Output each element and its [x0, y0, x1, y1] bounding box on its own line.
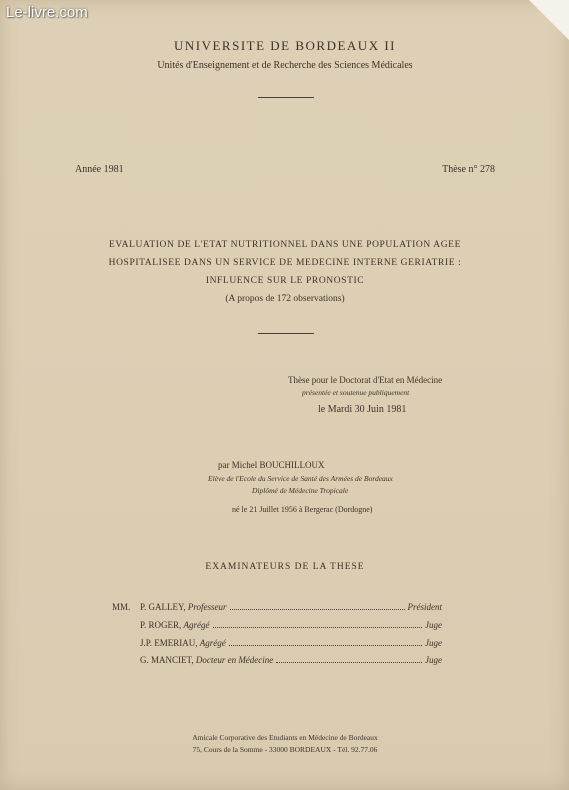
examiner-row	[112, 601, 442, 612]
torn-corner	[529, 0, 569, 40]
author-diploma: Diplômé de Médecine Tropicale	[252, 486, 349, 495]
dot-leader	[213, 619, 422, 628]
examiner-title: Agrégé	[199, 638, 226, 648]
footer-address: 75, Cours de la Somme - 33000 BORDEAUX - Tél. 92.77.06	[192, 745, 378, 754]
examiner-row	[112, 619, 442, 630]
defense-line-1: Thèse pour le Doctorat d'Etat en Médecine	[288, 375, 443, 385]
watermark-text: Le-livre.com	[6, 4, 88, 21]
examiner-role: Juge	[425, 655, 442, 665]
thesis-title-line-3: INFLUENCE SUR LE PRONOSTIC	[205, 276, 365, 286]
examiner-title: Agrégé	[183, 620, 210, 630]
footer-publisher: Amicale Corporative des Etudiants en Médecine de Bordeaux	[192, 733, 378, 742]
thesis-subtitle: (A propos de 172 observations)	[225, 294, 345, 304]
examiner-title: Professeur	[187, 602, 227, 612]
examiner-name: P. GALLEY,	[140, 602, 186, 612]
author-name: par Michel BOUCHILLOUX	[218, 460, 325, 470]
examiner-row	[112, 654, 442, 665]
defense-line-2: présentée et soutenue publiquement	[302, 388, 410, 397]
examiner-title: Docteur en Médecine	[195, 655, 274, 665]
thesis-title-line-2: HOSPITALISEE DANS UN SERVICE DE MEDECINE INTERNE GERIATRIE :	[108, 258, 462, 268]
unit-subtitle: Unités d'Enseignement et de Recherche des Sciences Médicales	[157, 60, 413, 71]
examiners-heading: EXAMINATEURS DE LA THESE	[205, 562, 365, 572]
examiner-role: Juge	[425, 638, 442, 648]
thesis-number: Thèse n° 278	[442, 164, 495, 175]
author-school: Elève de l'Ecole du Service de Santé des Armées de Bordeaux	[208, 474, 393, 483]
year-label: Année 1981	[75, 164, 124, 175]
defense-date: le Mardi 30 Juin 1981	[318, 404, 407, 415]
author-birth: né le 21 Juillet 1956 à Bergerac (Dordogne)	[232, 505, 373, 514]
dot-leader	[230, 601, 405, 610]
examiner-name: P. ROGER,	[140, 620, 182, 630]
dot-leader	[229, 637, 422, 646]
divider	[258, 97, 314, 98]
university-title: UNIVERSITE DE BORDEAUX II	[173, 38, 396, 53]
examiner-name: G. MANCIET,	[140, 655, 194, 665]
examiner-name: J.P. EMERIAU,	[140, 638, 198, 648]
examiner-role: Juge	[425, 620, 442, 630]
examiner-role: Président	[407, 602, 442, 612]
thesis-title-line-1: EVALUATION DE L'ETAT NUTRITIONNEL DANS UNE POPULATION AGEE	[109, 240, 461, 250]
dot-leader	[276, 654, 422, 663]
examiner-row	[112, 637, 442, 648]
examiners-prefix: MM.	[112, 602, 131, 612]
divider	[258, 333, 314, 334]
